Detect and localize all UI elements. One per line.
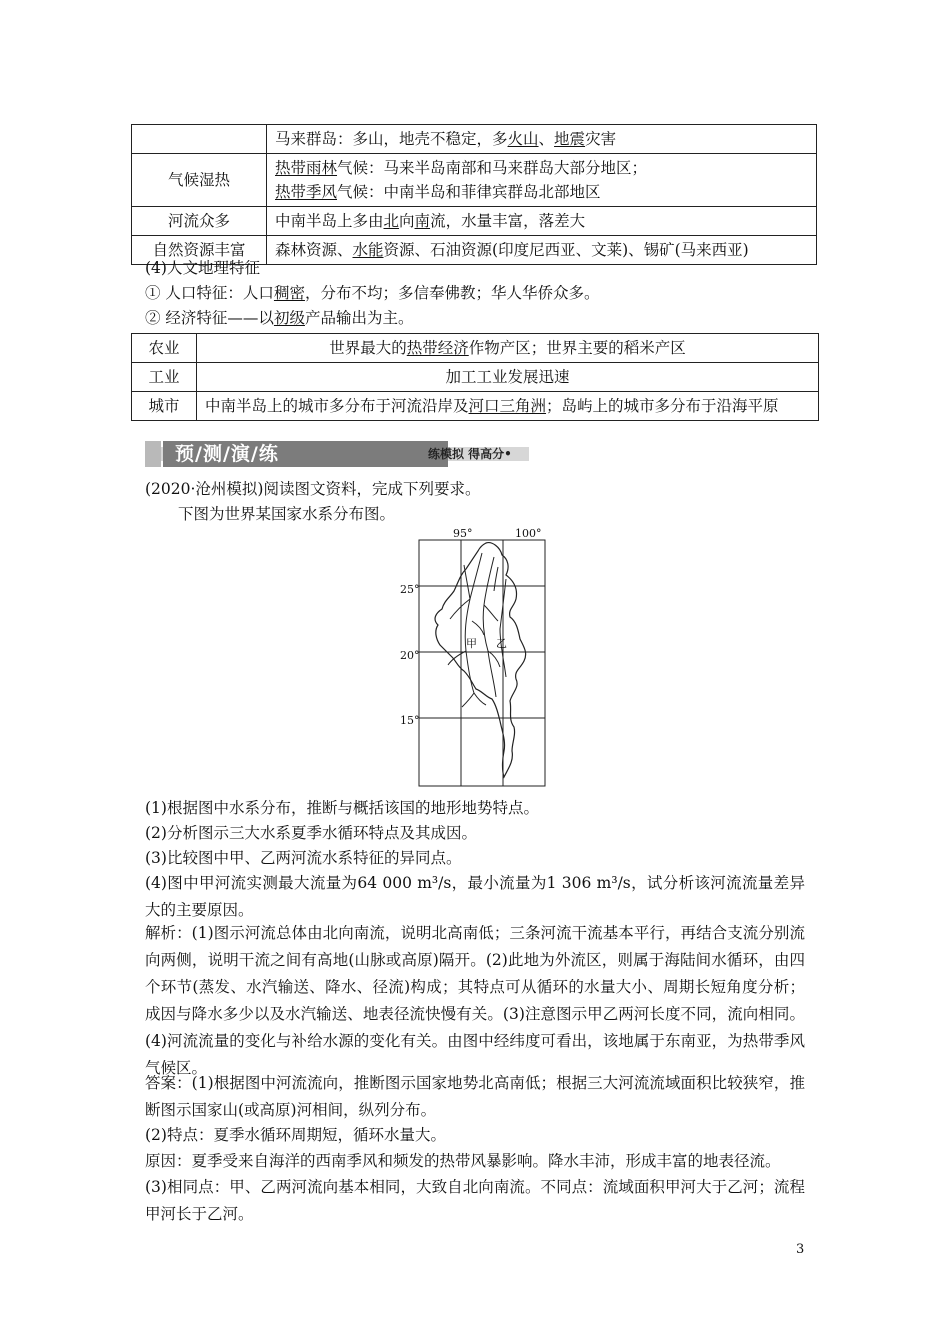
text-run: 森林资源、 — [275, 241, 353, 259]
text-run: 资源、石油资源(印度尼西亚、文莱)、锡矿(马来西亚) — [383, 241, 749, 259]
row-content — [267, 236, 817, 265]
country-border — [435, 543, 526, 777]
key-term: 初级 — [273, 309, 305, 327]
row-label: 城市 — [132, 392, 197, 421]
table-row — [132, 207, 817, 236]
text-line — [275, 180, 808, 204]
text-line — [275, 156, 808, 180]
page-number: 3 — [796, 1242, 805, 1257]
key-term: 北 — [383, 212, 400, 230]
economy-table — [131, 333, 819, 421]
answer-2: (2)特点：夏季水循环周期短，循环水量大。 — [145, 1126, 446, 1144]
key-term: 南 — [414, 212, 431, 230]
section-heading: (4)人文地理特征 — [145, 259, 260, 277]
text-run: ，分布不均；多信奉佛教；华人华侨众多。 — [304, 284, 600, 302]
question-1: (1)根据图中水系分布，推断与概括该国的地形地势特点。 — [145, 799, 539, 817]
key-term: 热带经济 — [406, 339, 469, 357]
answer-2-reason: 原因：夏季受来自海洋的西南季风和频发的热带风暴影响。降水丰沛，形成丰富的地表径流。 — [145, 1152, 781, 1170]
text-run: 灾害 — [585, 130, 617, 148]
text-run: ① 人口特征：人口 — [145, 284, 274, 302]
question-4: (4)图中甲河流实测最大流量为64 000 m³/s，最小流量为1 306 m³/s，试分析该河流流量差异大的主要原因。 — [145, 874, 805, 919]
text-run: 作物产区；世界主要的稻米产区 — [468, 339, 686, 357]
lat-label-20: 20° — [400, 649, 420, 662]
text-run: 气候：马来半岛南部和马来群岛大部分地区； — [337, 159, 648, 177]
table-row — [132, 334, 819, 363]
banner-subtitle: 练模拟 得高分• — [428, 447, 512, 461]
economy-line — [145, 306, 413, 331]
text-run: 气候：中南半岛和菲律宾群岛北部地区 — [337, 183, 601, 201]
practice-banner — [145, 441, 529, 467]
key-term: 稠密 — [273, 284, 305, 302]
lon-label-95: 95° — [453, 527, 473, 540]
table-row — [132, 392, 819, 421]
row-label: 河流众多 — [132, 207, 267, 236]
row-content — [267, 125, 817, 154]
river-label-jia: 甲 — [466, 637, 477, 650]
key-term: 火山 — [507, 130, 539, 148]
natural-features-table — [131, 124, 817, 265]
text-run: 中南半岛上的城市多分布于河流沿岸及 — [205, 397, 469, 415]
question-3: (3)比较图中甲、乙两河流水系特征的异同点。 — [145, 849, 462, 867]
key-term: 水能 — [352, 241, 384, 259]
answer-3: (3)相同点：甲、乙两河流向基本相同，大致自北向南流。不同点：流域面积甲河大于乙河；流程甲河长于乙河。 — [145, 1178, 805, 1223]
row-content — [197, 334, 819, 363]
text-run: 产品输出为主。 — [304, 309, 414, 327]
row-label: 气候湿热 — [132, 154, 267, 207]
map-caption: 下图为世界某国家水系分布图。 — [178, 505, 396, 523]
key-term: 热带季风 — [275, 183, 338, 201]
question-2: (2)分析图示三大水系夏季水循环特点及其成因。 — [145, 824, 477, 842]
text-run: 流，水量丰富，落差大 — [430, 212, 586, 230]
key-term: 地震 — [554, 130, 586, 148]
text-run: ② 经济特征——以 — [145, 309, 274, 327]
text-run: 世界最大的 — [329, 339, 407, 357]
row-label — [132, 125, 267, 154]
row-content — [267, 207, 817, 236]
analysis-text: 解析：(1)图示河流总体由北向南流，说明北高南低；三条河流干流基本平行，再结合支流分别流向两侧，说明干流之间有高地(山脉或高原)隔开。(2)此地为外流区，则属于海陆间水循环，由四个环节(蒸发、水汽输送、降水、径流)构成；其特点可从循环的水量大小、周期长短角度分析；成因与降水多少以及水汽输送、地表径流快慢有关。(3)注意图示甲乙两河长度不同，流向相同。(4)河流流量的变化与补给水源的变化有关。由图中经纬度可看出，该地属于东南亚，为热带季风气候区。 — [145, 924, 805, 1077]
table-row — [132, 125, 817, 154]
row-content — [197, 392, 819, 421]
text-run: 、 — [538, 130, 555, 148]
text-run: 向 — [399, 212, 415, 230]
table-row — [132, 363, 819, 392]
lon-label-100: 100° — [515, 527, 542, 540]
row-label: 自然资源丰富 — [132, 236, 267, 265]
row-content: 加工工业发展迅速 — [197, 363, 819, 392]
river-system-map — [378, 521, 558, 796]
row-label: 农业 — [132, 334, 197, 363]
key-term: 河口三角洲 — [468, 397, 547, 415]
lat-label-15: 15° — [400, 714, 420, 727]
question-intro: (2020·沧州模拟)阅读图文资料，完成下列要求。 — [145, 480, 481, 498]
key-term: 热带雨林 — [275, 159, 338, 177]
rivers — [448, 553, 506, 707]
population-line — [145, 281, 599, 306]
row-label: 工业 — [132, 363, 197, 392]
map-grid — [419, 540, 545, 786]
lat-label-25: 25° — [400, 583, 420, 596]
table-row — [132, 154, 817, 207]
row-content — [267, 154, 817, 207]
text-run: 马来群岛：多山，地壳不稳定，多 — [275, 130, 508, 148]
banner-title: 预/测/演/练 — [175, 443, 279, 465]
text-run: ；岛屿上的城市多分布于沿海平原 — [546, 397, 779, 415]
river-label-yi: 乙 — [496, 637, 507, 650]
banner-stripe — [145, 441, 161, 467]
text-run: 中南半岛上多由 — [275, 212, 384, 230]
answer-1: 答案：(1)根据图中河流流向，推断图示国家地势北高南低；根据三大河流流域面积比较狭窄，推断图示国家山(或高原)河相间，纵列分布。 — [145, 1074, 805, 1119]
